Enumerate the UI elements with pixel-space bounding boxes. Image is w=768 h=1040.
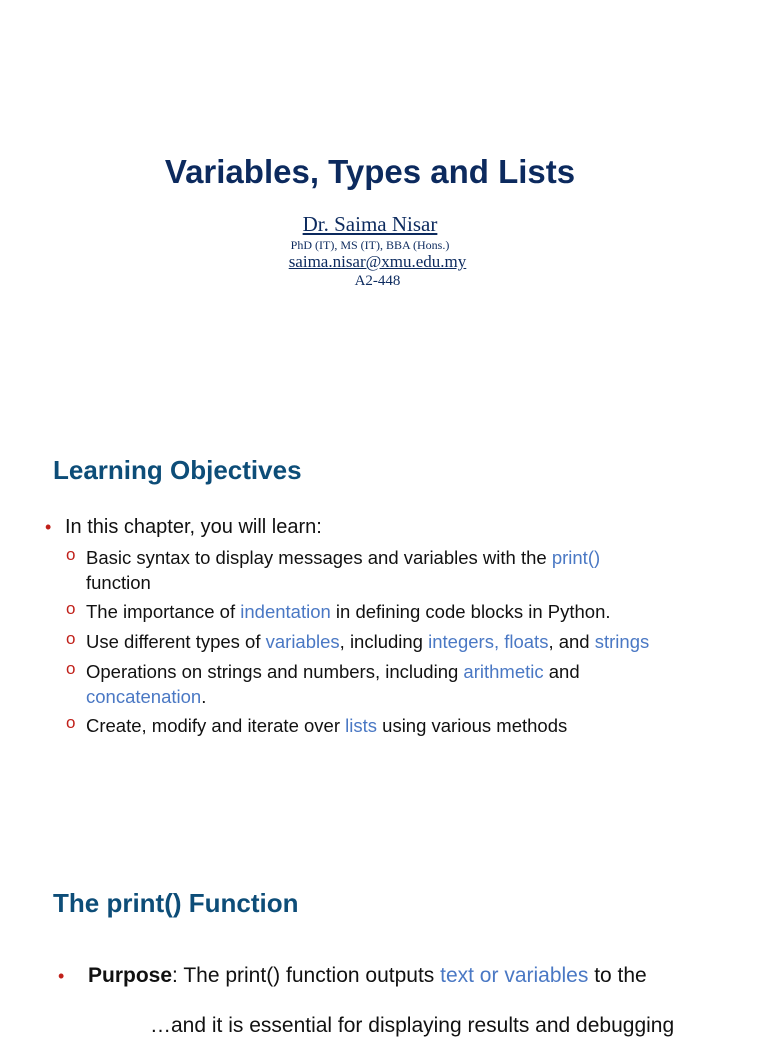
text: function bbox=[86, 572, 151, 593]
text: , including bbox=[339, 631, 429, 652]
text: : The print() function outputs bbox=[172, 964, 441, 987]
text: and bbox=[543, 661, 580, 682]
purpose-label: Purpose bbox=[88, 964, 173, 987]
text: . bbox=[201, 686, 207, 707]
circle-bullet-icon: o bbox=[66, 713, 76, 732]
text: Basic syntax to display messages and variables with the bbox=[86, 547, 552, 568]
text: The importance of bbox=[86, 601, 241, 622]
purpose-text bbox=[88, 962, 647, 990]
slide-title: Variables, Types and Lists bbox=[164, 153, 576, 190]
circle-bullet-icon: o bbox=[66, 545, 76, 564]
highlight: indentation bbox=[240, 601, 331, 622]
print-heading: The print() Function bbox=[53, 888, 299, 918]
highlight: variables bbox=[265, 631, 340, 652]
circle-bullet-icon: o bbox=[66, 659, 76, 678]
purpose-bullet bbox=[58, 962, 647, 990]
highlight: print() bbox=[551, 547, 601, 568]
objective-text-2 bbox=[86, 599, 746, 624]
text: using various methods bbox=[377, 715, 568, 736]
objective-text-1 bbox=[86, 545, 746, 595]
highlight: concatenation bbox=[86, 686, 202, 707]
author-email[interactable]: saima.nisar@xmu.edu.my bbox=[288, 252, 467, 271]
text: in defining code blocks in Python. bbox=[330, 601, 611, 622]
highlight: text or variables bbox=[440, 964, 589, 987]
bullet-dot-icon: • bbox=[58, 966, 65, 986]
objectives-intro-bullet bbox=[45, 514, 322, 540]
objective-text-3 bbox=[86, 629, 746, 654]
highlight: integers, floats bbox=[428, 631, 549, 652]
text: Operations on strings and numbers, including bbox=[86, 661, 464, 682]
highlight: lists bbox=[345, 715, 378, 736]
circle-bullet-icon: o bbox=[66, 629, 76, 648]
circle-bullet-icon: o bbox=[66, 599, 76, 618]
text: , and bbox=[548, 631, 595, 652]
objectives-heading: Learning Objectives bbox=[53, 455, 302, 485]
highlight: arithmetic bbox=[463, 661, 544, 682]
office-number: A2-448 bbox=[354, 273, 401, 289]
text: Use different types of bbox=[86, 631, 266, 652]
bullet-dot-icon: • bbox=[45, 517, 52, 537]
text: Create, modify and iterate over bbox=[86, 715, 346, 736]
highlight: strings bbox=[594, 631, 650, 652]
objectives-intro: In this chapter, you will learn: bbox=[65, 516, 322, 538]
text: to the bbox=[588, 964, 647, 987]
author-name: Dr. Saima Nisar bbox=[302, 212, 438, 236]
author-credentials: PhD (IT), MS (IT), BBA (Hons.) bbox=[290, 238, 450, 252]
cut-off-line: …and it is essential for displaying results and debugging bbox=[150, 1014, 675, 1037]
objective-text-4 bbox=[86, 659, 746, 709]
objective-text-5 bbox=[86, 713, 746, 738]
